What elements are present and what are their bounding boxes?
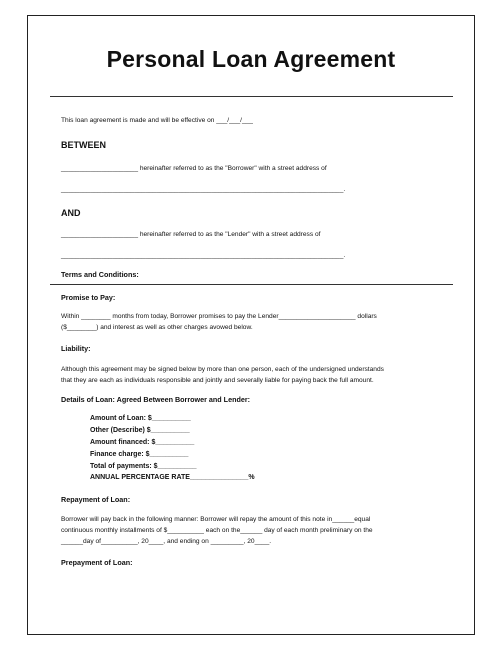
promise-line-2: ($________) and interest as well as other charges avowed below. xyxy=(61,324,253,331)
detail-apr: ANNUAL PERCENTAGE RATE_______________% xyxy=(90,474,255,481)
liability-line-1: Although this agreement may be signed below by more than one person, each of the undersigned understands xyxy=(61,366,384,373)
promise-heading: Promise to Pay: xyxy=(61,293,116,302)
terms-divider xyxy=(50,284,453,285)
terms-heading: Terms and Conditions: xyxy=(61,270,139,279)
liability-heading: Liability: xyxy=(61,344,91,353)
borrower-line: _____________________ hereinafter referred to as the "Borrower" with a street address of xyxy=(61,165,327,172)
detail-amount-financed: Amount financed: $__________ xyxy=(90,439,195,446)
detail-finance-charge: Finance charge: $__________ xyxy=(90,451,189,458)
title-divider xyxy=(50,96,453,97)
repayment-line-2: continuous monthly installments of $__________ each on the______ day of each month preliminary on the xyxy=(61,527,373,534)
prepayment-heading: Prepayment of Loan: xyxy=(61,558,133,567)
promise-line-1: Within ________ months from today, Borrower promises to pay the Lender_____________________ dollars xyxy=(61,313,377,320)
detail-amount-of-loan: Amount of Loan: $__________ xyxy=(90,415,191,422)
lender-line: _____________________ hereinafter referred to as the "Lender" with a street address of xyxy=(61,231,321,238)
borrower-address-line: _____________________________________________________________________________. xyxy=(61,186,346,193)
lender-address-line: _____________________________________________________________________________. xyxy=(61,252,346,259)
between-heading: BETWEEN xyxy=(61,140,106,150)
document-page xyxy=(27,15,475,635)
liability-line-2: that they are each as individuals responsible and jointly and severally liable for paying back the full amount. xyxy=(61,377,374,384)
and-heading: AND xyxy=(61,208,81,218)
details-heading: Details of Loan: Agreed Between Borrower and Lender: xyxy=(61,395,251,404)
intro-line: This loan agreement is made and will be effective on ___/___/___ xyxy=(61,117,253,124)
repayment-line-1: Borrower will pay back in the following manner: Borrower will repay the amount of this note in______equal xyxy=(61,516,371,523)
detail-total-payments: Total of payments: $__________ xyxy=(90,463,197,470)
repayment-line-3: ______day of__________, 20____, and ending on _________, 20____. xyxy=(61,538,272,545)
repayment-heading: Repayment of Loan: xyxy=(61,495,131,504)
detail-other: Other (Describe) $__________ xyxy=(90,427,190,434)
document-title: Personal Loan Agreement xyxy=(106,46,396,72)
